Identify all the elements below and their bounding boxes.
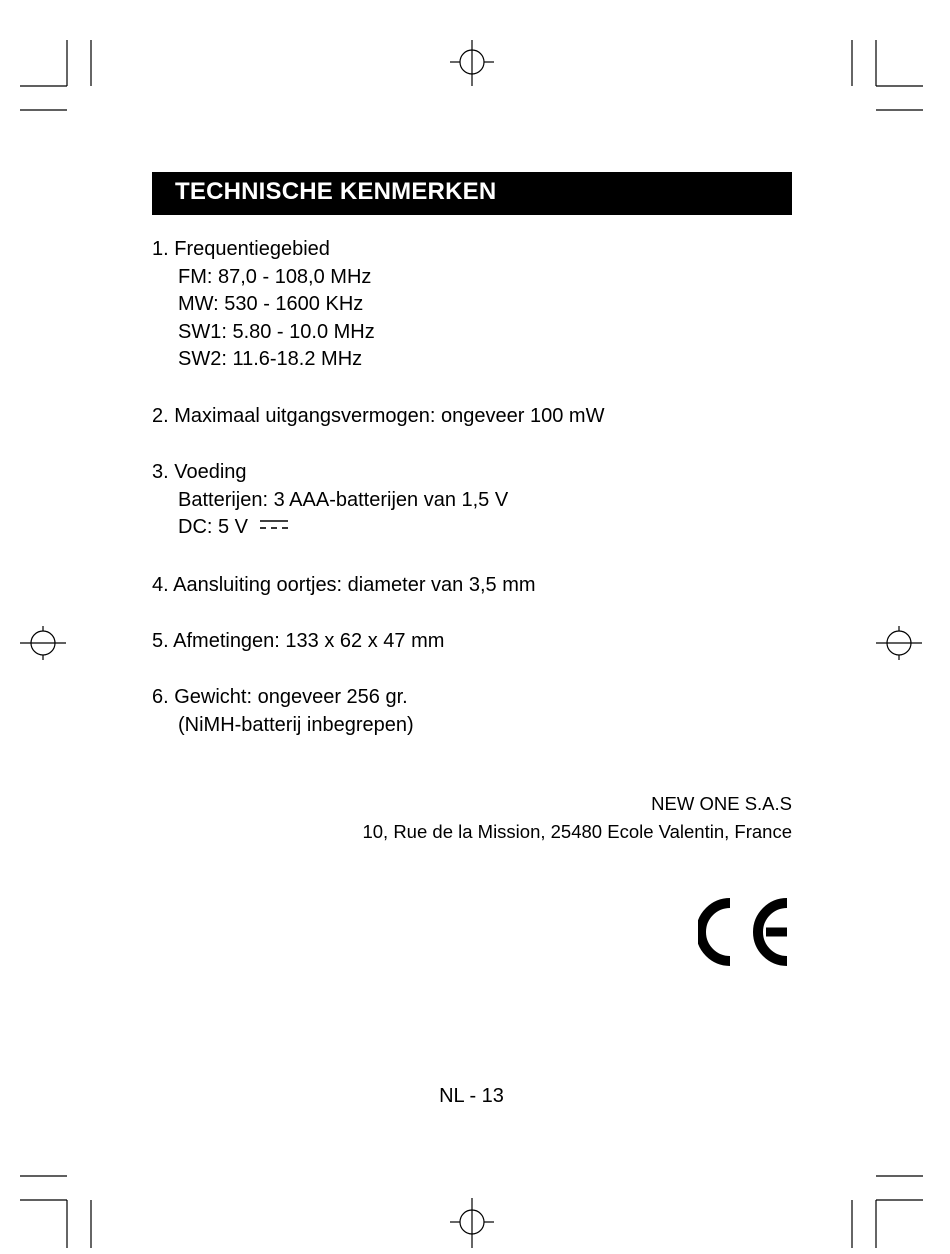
spec-detail: SW1: 5.80 - 10.0 MHz xyxy=(178,320,375,343)
spec-output-power xyxy=(152,403,604,431)
spec-heading: 4. Aansluiting oortjes: diameter van 3,5 mm xyxy=(152,574,536,596)
ce-mark-icon xyxy=(698,898,794,966)
section-header xyxy=(152,172,792,215)
spec-detail: FM: 87,0 - 108,0 MHz xyxy=(178,265,372,288)
spec-heading: 2. Maximaal uitgangsvermogen: ongeveer 100 mW xyxy=(152,405,605,427)
spec-detail: MW: 530 - 1600 KHz xyxy=(178,293,364,315)
spec-frequency xyxy=(152,236,375,374)
company-block xyxy=(362,790,792,846)
spec-heading: 3. Voeding xyxy=(152,461,247,483)
dc-current-symbol-icon xyxy=(260,519,288,531)
spec-heading: 6. Gewicht: ongeveer 256 gr. xyxy=(152,686,408,708)
company-name: NEW ONE S.A.S xyxy=(651,793,792,814)
spec-power-supply xyxy=(152,459,508,542)
section-title: TECHNISCHE KENMERKEN xyxy=(175,178,497,205)
spec-weight xyxy=(152,684,414,739)
spec-detail: SW2: 11.6-18.2 MHz xyxy=(178,348,363,370)
spec-detail: Batterijen: 3 AAA-batterijen van 1,5 V xyxy=(178,488,509,511)
spec-earphone-jack xyxy=(152,572,536,600)
spec-detail-dc xyxy=(152,514,508,542)
spec-heading: 1. Frequentiegebied xyxy=(152,238,330,260)
spec-detail: (NiMH-batterij inbegrepen) xyxy=(178,713,414,736)
spec-dimensions xyxy=(152,628,444,656)
spec-detail: DC: 5 V xyxy=(178,516,249,538)
page-number: NL - 13 xyxy=(439,1085,504,1107)
company-address: 10, Rue de la Mission, 25480 Ecole Valentin, France xyxy=(362,821,792,842)
spec-heading: 5. Afmetingen: 133 x 62 x 47 mm xyxy=(152,630,445,652)
